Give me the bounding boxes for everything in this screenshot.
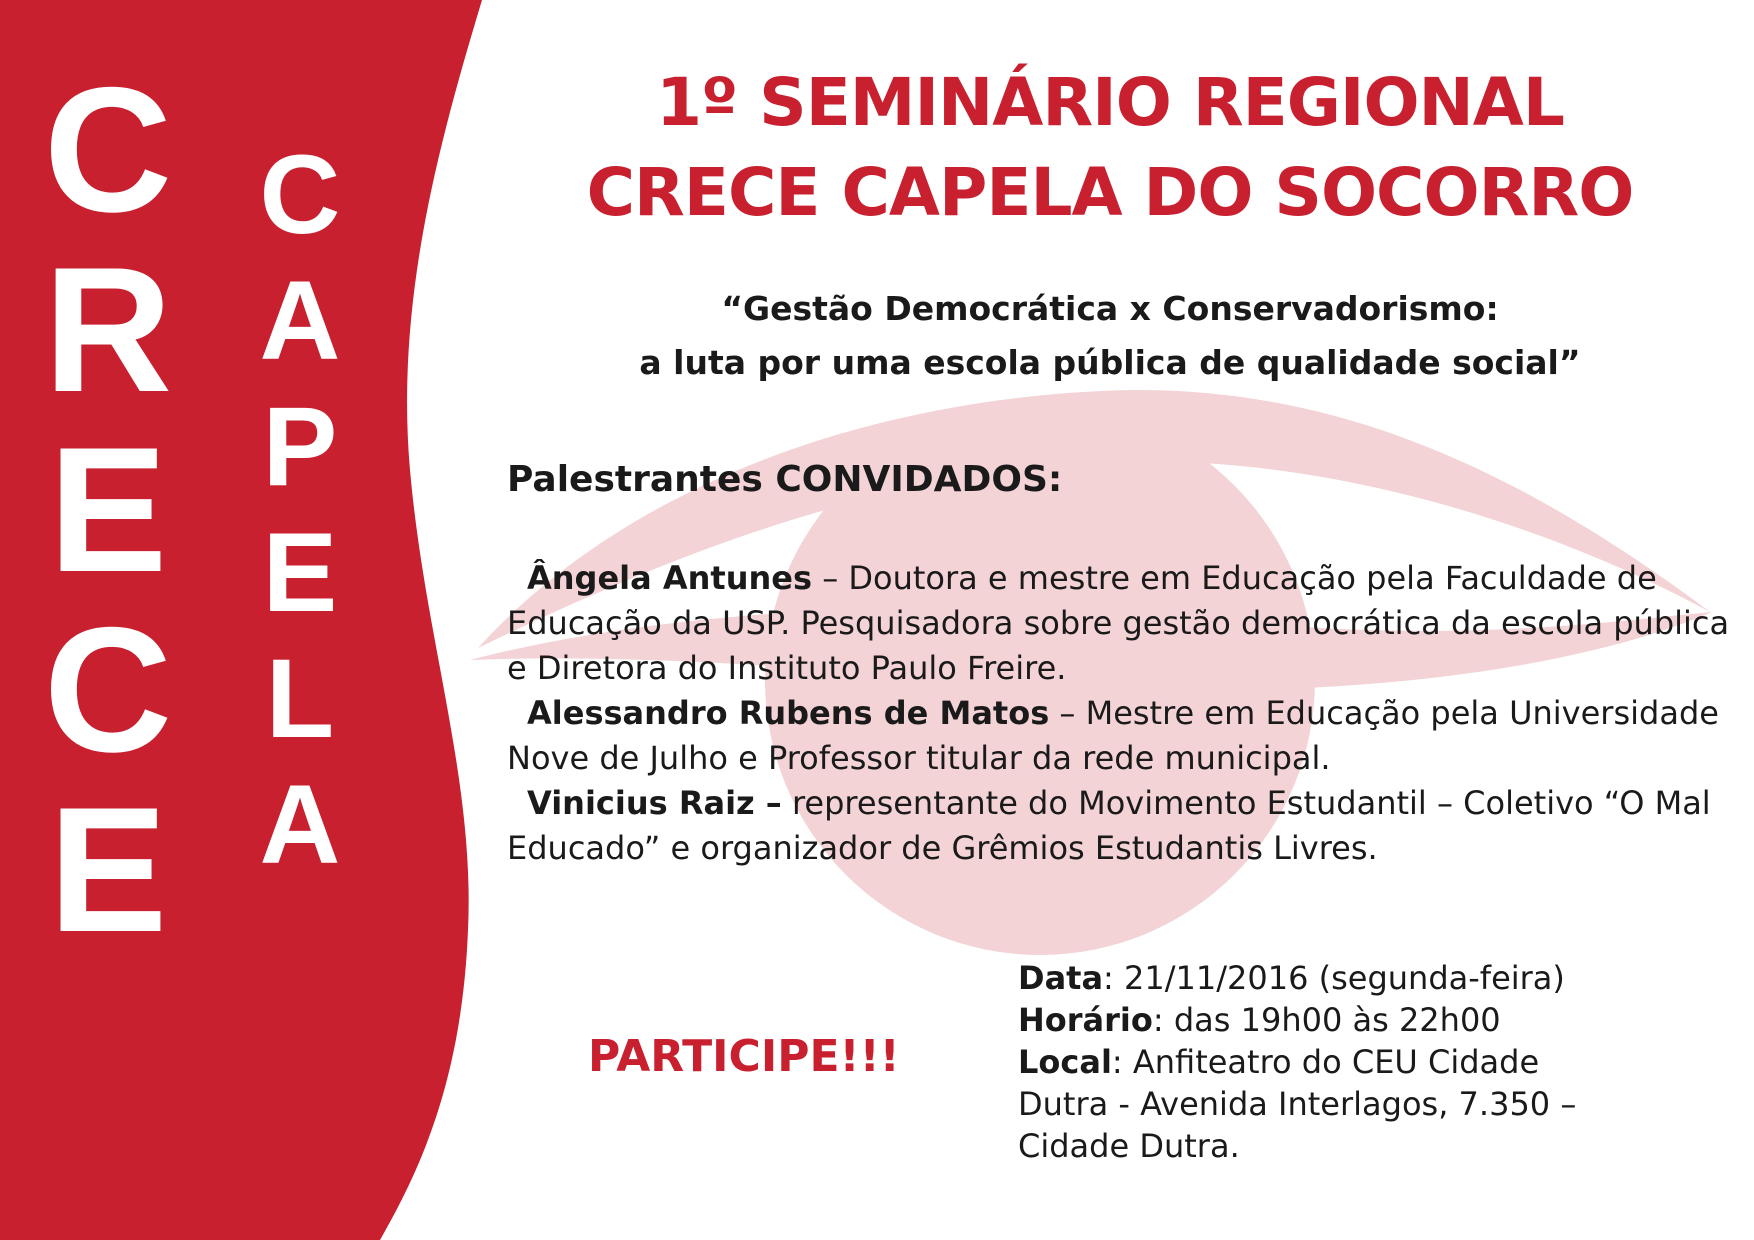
- event-subtitle-line1: “Gestão Democrática x Conservadorismo:: [721, 289, 1499, 328]
- speaker-description: – Mestre em Educação pela Universidade Nove de Julho e Professor titular da rede municipal.: [507, 694, 1719, 777]
- letter: C: [259, 132, 341, 257]
- time-value: : das 19h00 às 22h00: [1152, 1001, 1501, 1039]
- speaker-name: Ângela Antunes: [527, 559, 813, 597]
- speaker-item: [507, 556, 1737, 691]
- date-value: : 21/11/2016 (segunda-feira): [1103, 959, 1565, 997]
- place-value: : Anfiteatro do CEU Cidade Dutra - Avenida Interlagos, 7.350 – Cidade Dutra.: [1018, 1043, 1577, 1165]
- call-to-action: PARTICIPE!!!: [588, 1031, 900, 1082]
- letter: C: [43, 590, 173, 789]
- letter: L: [265, 636, 335, 761]
- event-place: [1018, 1041, 1638, 1167]
- event-subtitle: [540, 282, 1680, 390]
- time-label: Horário: [1018, 1001, 1153, 1039]
- event-info: [1018, 957, 1638, 1167]
- speaker-name: Alessandro Rubens de Matos: [527, 694, 1050, 732]
- letter: E: [262, 510, 338, 635]
- event-title-line1: 1º SEMINÁRIO REGIONAL: [656, 64, 1564, 141]
- speakers-heading: Palestrantes CONVIDADOS:: [507, 459, 1063, 500]
- letter: E: [48, 770, 168, 969]
- letter: A: [259, 258, 341, 383]
- speaker-item: [507, 691, 1737, 781]
- letter: R: [43, 230, 173, 429]
- event-title-line2: CRECE CAPELA DO SOCORRO: [586, 154, 1634, 231]
- capela-vertical-word: [245, 132, 355, 888]
- date-label: Data: [1018, 959, 1104, 997]
- letter: C: [43, 50, 173, 249]
- speaker-description: representante do Movimento Estudantil – Coletivo “O Mal Educado” e organizador de Grêmios Estudantis Livres.: [507, 784, 1711, 867]
- speaker-name: Vinicius Raiz –: [527, 784, 782, 822]
- event-title: [540, 58, 1680, 238]
- speaker-item: [507, 781, 1737, 871]
- event-date: [1018, 957, 1638, 999]
- letter: A: [259, 762, 341, 887]
- event-subtitle-line2: a luta por uma escola pública de qualidade social”: [639, 343, 1581, 382]
- letter: P: [262, 384, 338, 509]
- crece-vertical-word: [28, 50, 188, 969]
- speakers-list: [507, 556, 1737, 871]
- place-label: Local: [1018, 1043, 1112, 1081]
- letter: E: [48, 410, 168, 609]
- speaker-description: – Doutora e mestre em Educação pela Faculdade de Educação da USP. Pesquisadora sobre gestão democrática da escola pública e Diretora do Instituto Paulo Freire.: [507, 559, 1730, 687]
- event-time: [1018, 999, 1638, 1041]
